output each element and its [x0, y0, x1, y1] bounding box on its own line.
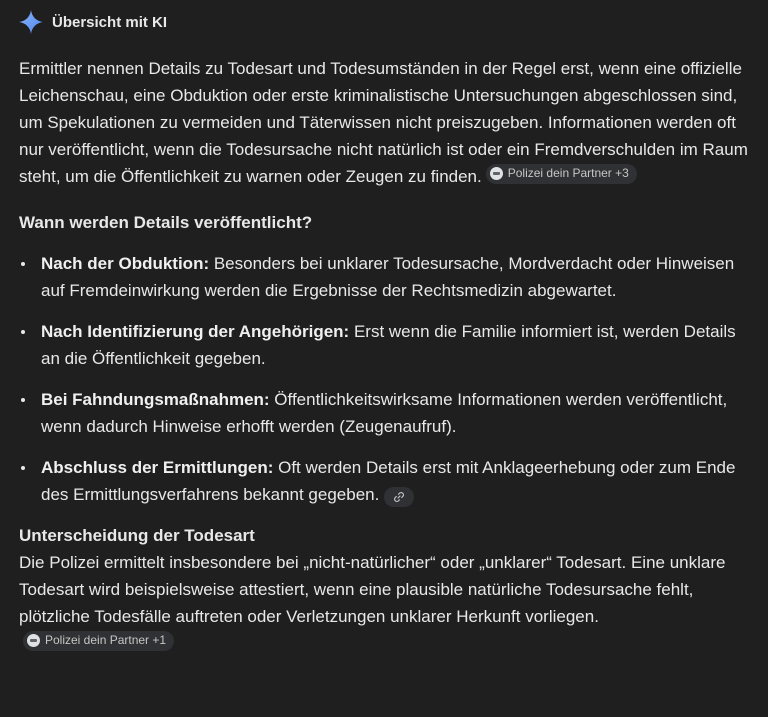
- intro-text: Ermittler nennen Details zu Todesart und Todesumständen in der Regel erst, wenn eine offizielle Leichenschau, eine Obduktion oder erste kriminalistische Untersuchungen abgeschlossen sind, um Spekulationen zu vermeiden und Täterwissen nicht preiszugeben. Informationen werden oft nur veröffentlicht, wenn die Todesursache nicht natürlich ist oder ein Fremdverschulden im Raum steht, um die Öffentlichkeit zu warnen oder Zeugen zu finden.: [19, 59, 748, 186]
- source-favicon-icon: [490, 167, 503, 180]
- difference-text: Die Polizei ermittelt insbesondere bei „nicht-natürlicher“ oder „unklarer“ Todesart. Eine unklare Todesart wird beispielsweise attestiert, wenn eine plausible natürliche Todesursache fehlt, plötzliche Todesfälle auftreten oder Verletzungen unklarer Herkunft vorliegen.: [19, 553, 726, 626]
- link-icon: [393, 491, 405, 503]
- source-chip-difference[interactable]: [23, 631, 174, 651]
- overview-title: Übersicht mit KI: [52, 13, 168, 31]
- list-item-term: Abschluss der Ermittlungen:: [41, 458, 274, 477]
- list-item-text: Öffentlichkeitswirksame Informationen werden veröffentlicht, wenn dadurch Hinweise erhofft werden (Zeugenaufruf).: [41, 390, 728, 436]
- intro-paragraph: [19, 55, 749, 190]
- section-heading-difference: Unterscheidung der Todesart: [19, 526, 255, 545]
- list-item: [19, 250, 749, 304]
- list-item-text: Erst wenn die Familie informiert ist, werden Details an die Öffentlichkeit gegeben.: [41, 322, 736, 368]
- section-heading-when: Wann werden Details veröffentlicht?: [19, 213, 313, 232]
- overview-header: [19, 0, 749, 44]
- list-item-term: Bei Fahndungsmaßnahmen:: [41, 390, 270, 409]
- list-item-term: Nach Identifizierung der Angehörigen:: [41, 322, 350, 341]
- source-chip-label: Polizei dein Partner +3: [507, 166, 629, 180]
- list-item-text: Besonders bei unklarer Todesursache, Mordverdacht oder Hinweisen auf Fremdeinwirkung werden die Ergebnisse der Rechtsmedizin abgewartet.: [41, 254, 735, 300]
- link-chip[interactable]: [384, 487, 414, 507]
- source-chip-label: Polizei dein Partner +1: [45, 633, 167, 647]
- list-item-text: Oft werden Details erst mit Anklageerhebung oder zum Ende des Ermittlungsverfahrens bekannt gegeben.: [41, 458, 736, 504]
- list-item: [19, 386, 749, 440]
- source-chip-intro[interactable]: [486, 164, 637, 184]
- details-list: [19, 250, 749, 508]
- list-item: [19, 318, 749, 372]
- difference-paragraph: [19, 549, 749, 657]
- list-item-term: Nach der Obduktion:: [41, 254, 210, 273]
- source-favicon-icon: [27, 634, 40, 647]
- sparkle-icon: [18, 9, 44, 35]
- list-item: [19, 454, 749, 508]
